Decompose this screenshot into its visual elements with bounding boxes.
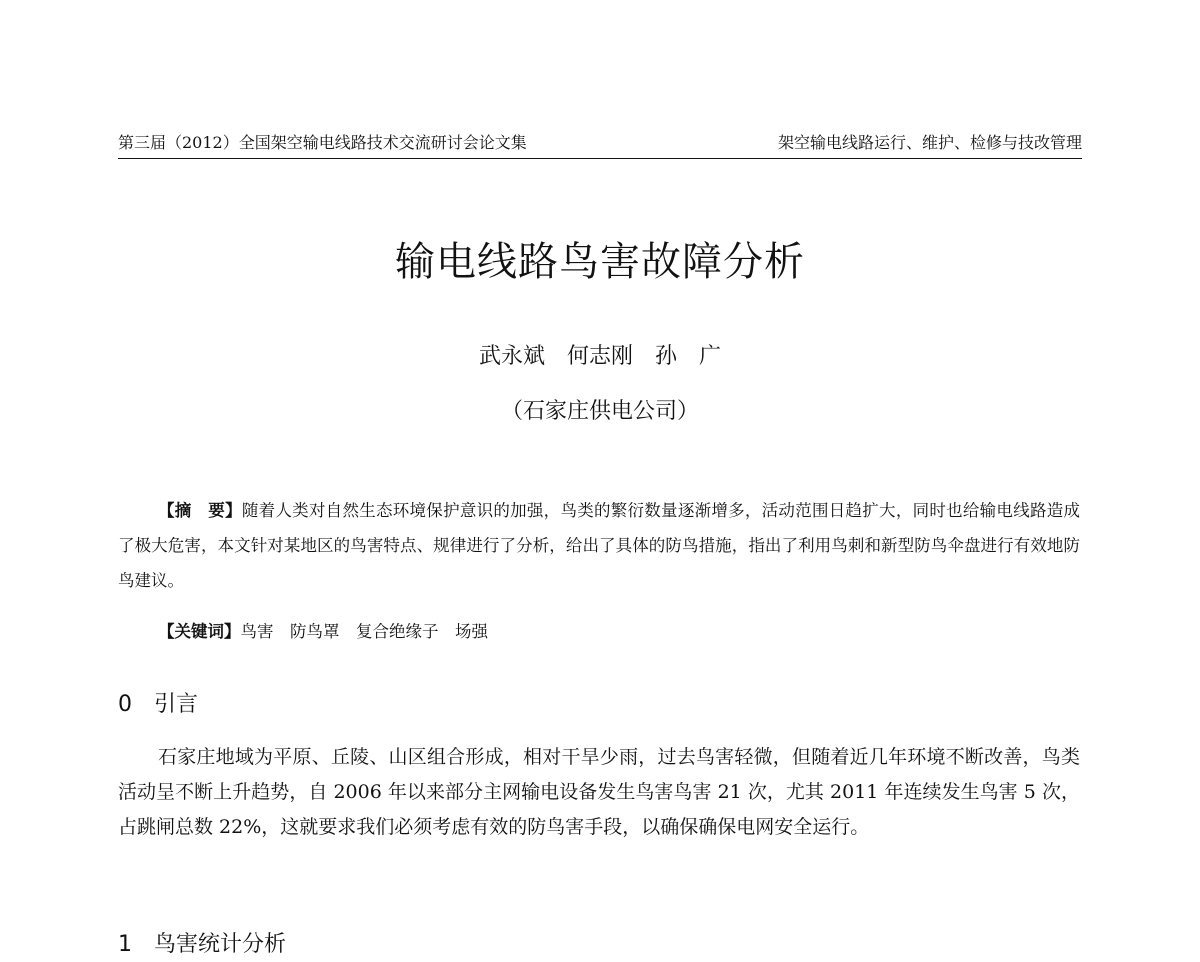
abstract-paragraph xyxy=(118,493,1080,598)
abstract-block xyxy=(118,493,1080,598)
keywords-line xyxy=(158,614,1078,649)
section-heading-introduction xyxy=(118,688,198,722)
section-title: 引言 xyxy=(154,692,199,717)
abstract-text: 随着人类对自然生态环境保护意识的加强，鸟类的繁衍数量逐渐增多，活动范围日趋扩大，同时也给输电线路造成了极大危害，本文针对某地区的鸟害特点、规律进行了分析，给出了具体的防鸟措施，指出了利用鸟刺和新型防鸟伞盘进行有效地防鸟建议。 xyxy=(118,501,1081,590)
section-number: 0 xyxy=(118,692,132,717)
author-list: 武永斌 何志刚 孙 广 xyxy=(478,344,721,369)
header-section-title: 架空输电线路运行、维护、检修与技改管理 xyxy=(777,133,1082,152)
introduction-body xyxy=(118,740,1080,845)
author-affiliation: （石家庄供电公司） xyxy=(500,399,699,424)
abstract-label: 【摘 要】 xyxy=(158,501,242,520)
paper-title: 输电线路鸟害故障分析 xyxy=(395,239,805,285)
section-heading-statistics xyxy=(118,928,286,962)
section-number: 1 xyxy=(118,932,132,957)
keywords-text: 鸟害 防鸟罩 复合绝缘子 场强 xyxy=(240,622,488,641)
section-title: 鸟害统计分析 xyxy=(154,932,287,957)
body-paragraph: 石家庄地域为平原、丘陵、山区组合形成，相对干旱少雨，过去鸟害轻微，但随着近几年环境不断改善，鸟类活动呈不断上升趋势，自 2006 年以来部分主网输电设备发生鸟害鸟害 21 次，尤其 2011 年连续发生鸟害 5 次，占跳闸总数 22%，这就要求我们必须考虑有效的防鸟害手段，以确保确保电网安全运行。 xyxy=(118,746,1080,838)
running-header xyxy=(118,128,1082,159)
header-proceedings-title: 第三届（2012）全国架空输电线路技术交流研讨会论文集 xyxy=(118,133,527,152)
keywords-label: 【关键词】 xyxy=(158,622,241,641)
